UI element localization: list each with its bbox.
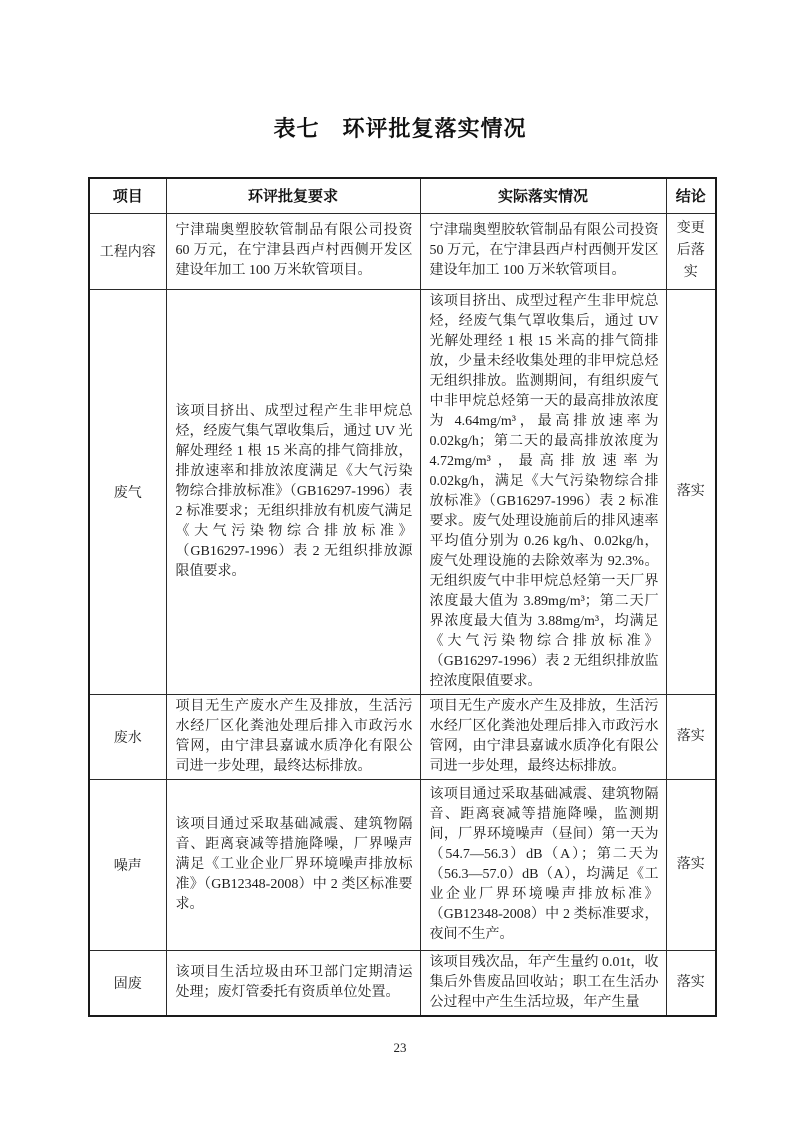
item-cell: 固废 (89, 950, 166, 1016)
header-conclusion: 结论 (666, 178, 716, 213)
page-number: 23 (393, 1040, 407, 1055)
item-cell: 废水 (89, 694, 166, 779)
requirement-cell: 该项目通过采取基础减震、建筑物隔音、距离衰减等措施降噪，厂界噪声满足《工业企业厂界环境噪声排放标准》（GB12348-2008）中 2 类区标准要求。 (166, 779, 420, 950)
conclusion-cell: 变更后落实 (666, 213, 716, 289)
table-header-row (89, 178, 716, 213)
item-cell: 噪声 (89, 779, 166, 950)
item-cell: 废气 (89, 289, 166, 694)
requirement-cell: 该项目挤出、成型过程产生非甲烷总烃，经废气集气罩收集后，通过 UV 光解处理经 1 根 15 米高的排气筒排放，排放速率和排放浓度满足《大气污染物综合排放标准》（GB16297-1996）表 2 标准要求；无组织排放有机废气满足《大气污染物综合排放标准》（GB16297-1996）表 2 无组织排放源限值要求。 (166, 289, 420, 694)
conclusion-cell: 落实 (666, 950, 716, 1016)
table-row-project-content (89, 213, 716, 289)
requirement-cell: 项目无生产废水产生及排放，生活污水经厂区化粪池处理后排入市政污水管网，由宁津县嘉诚水质净化有限公司进一步处理，最终达标排放。 (166, 694, 420, 779)
conclusion-cell: 落实 (666, 694, 716, 779)
table-row-solid-waste (89, 950, 716, 1016)
requirement-cell: 该项目生活垃圾由环卫部门定期清运处理；废灯管委托有资质单位处置。 (166, 950, 420, 1016)
page-title: 表七 环评批复落实情况 (273, 116, 527, 141)
actual-cell: 该项目挤出、成型过程产生非甲烷总烃，经废气集气罩收集后，通过 UV 光解处理经 1 根 15 米高的排气筒排放，少量未经收集处理的非甲烷总烃无组织排放。监测期间，有组织废气中非甲烷总烃第一天的最高排放浓度为 4.64mg/m³，最高排放速率为 0.02kg/h；第二天的最高排放浓度为 4.72mg/m³，最高排放速率为 0.02kg/h，满足《大气污染物综合排放标准》（GB16297-1996）表 2 标准要求。废气处理设施前后的排风速率平均值分别为 0.26 kg/h、0.02kg/h，废气处理设施的去除效率为 92.3%。无组织废气中非甲烷总烃第一天厂界浓度最大值为 3.89mg/m³；第二天厂界浓度最大值为 3.88mg/m³，均满足《大气污染物综合排放标准》（GB16297-1996）表 2 无组织排放监控浓度限值要求。 (420, 289, 666, 694)
conclusion-cell: 落实 (666, 779, 716, 950)
eia-implementation-table (88, 177, 717, 1017)
requirement-cell: 宁津瑞奥塑胶软管制品有限公司投资 60 万元，在宁津县西卢村西侧开发区建设年加工 100 万米软管项目。 (166, 213, 420, 289)
item-cell: 工程内容 (89, 213, 166, 289)
header-requirement: 环评批复要求 (166, 178, 420, 213)
header-item: 项目 (89, 178, 166, 213)
header-actual: 实际落实情况 (420, 178, 666, 213)
table-row-waste-water (89, 694, 716, 779)
table-row-waste-gas (89, 289, 716, 694)
table-row-noise (89, 779, 716, 950)
actual-cell: 该项目残次品，年产生量约 0.01t，收集后外售废品回收站；职工在生活办公过程中产生生活垃圾，年产生量 (420, 950, 666, 1016)
conclusion-cell: 落实 (666, 289, 716, 694)
actual-cell: 项目无生产废水产生及排放，生活污水经厂区化粪池处理后排入市政污水管网，由宁津县嘉诚水质净化有限公司进一步处理，最终达标排放。 (420, 694, 666, 779)
actual-cell: 宁津瑞奥塑胶软管制品有限公司投资 50 万元，在宁津县西卢村西侧开发区建设年加工 100 万米软管项目。 (420, 213, 666, 289)
actual-cell: 该项目通过采取基础减震、建筑物隔音、距离衰减等措施降噪，监测期间，厂界环境噪声（昼间）第一天为（54.7—56.3）dB（A）；第二天为（56.3—57.0）dB（A），均满足《工业企业厂界环境噪声排放标准》（GB12348-2008）中 2 类标准要求，夜间不生产。 (420, 779, 666, 950)
